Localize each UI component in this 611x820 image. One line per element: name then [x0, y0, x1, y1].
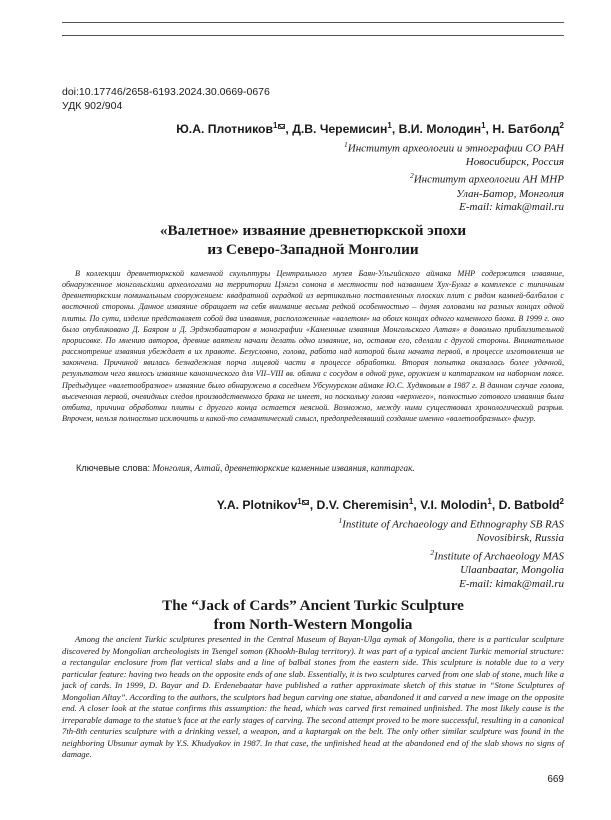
ru-author-name: В.И. Молодин — [398, 122, 482, 137]
en-author-name: D. Batbold — [498, 498, 560, 513]
affiliation-marker: 1 — [338, 516, 343, 525]
affiliation-marker: 1 — [408, 497, 414, 506]
header-rule-top — [62, 22, 564, 23]
en-title-line-1: The “Jack of Cards” Ancient Turkic Sculpture — [162, 597, 464, 614]
affiliation-marker: 1 — [481, 121, 486, 130]
ru-affiliation-1-city: Новосибирск, Россия — [465, 156, 564, 169]
ru-title — [62, 221, 564, 259]
en-affiliation-2-city: Ulaanbaatar, Mongolia — [460, 564, 564, 577]
en-author-name: Y.A. Plotnikov — [216, 498, 298, 513]
affiliation-marker: 2 — [409, 171, 414, 181]
ru-author-name: Н. Батболд — [492, 122, 560, 137]
page-number: 669 — [547, 774, 564, 785]
affiliation-marker: 1 — [297, 497, 302, 506]
en-title-line-2: from North-Western Mongolia — [213, 616, 413, 633]
ru-affiliation-1 — [344, 138, 564, 156]
affiliation-marker: 1 — [387, 121, 392, 130]
en-abstract — [62, 634, 564, 761]
doi: doi:10.17746/2658-6193.2024.30.0669-0676 — [62, 86, 270, 98]
affiliation-marker: 2 — [430, 547, 435, 557]
header-rule-bottom — [62, 35, 564, 36]
keywords-label: Ключевые слова: — [76, 463, 151, 473]
ru-email: E-mail: kimak@mail.ru — [459, 200, 564, 213]
affiliation-institute: Institute of Archaeology and Ethnography SB RAS — [342, 518, 564, 531]
en-abstract-text: Among the ancient Turkic sculptures presented in the Central Museum of Bayan-Ulga aymak of Mongolia, there is a particular sculpture discovered by Mongolian archeologists in Tsengel somon (Khookh-Bulag territory). It was part of a typical ancient Turkic memorial structure: a rectangular enclosure from flat vertical slabs and a line of balbal stones from the eastern side. This sculpture is notable due to a very particular feature: having two heads on the opposite ends of one slab. Essentially, it is two sculptures carved from one slab of stone, much like a jack of cards. In 1999, D. Bayar and D. Erdenebaatar have published a rather approximate sketch of this statue in “Stone Sculptures of Mongolian Altay”. According to the authors, the sculptors had begun carving one statue, abandoned it and carved a new image on the opposite end. A closer look at the statue confirms this assumption: the head, which was carved first remained unfinished. The most likely cause is the irreparable damage to the statue’s face at the early stages of carving. The second attempt proved to be more successful, resulting in a canonical 7th-8th centuries sculpture with a drinking vessel, a weapon, and a kaptargak on the belt. The only other similar sculpture was found in the neighboring Ubsunur aymak by Y.S. Khudyakov in 1987. In that case, the unfinished head at the abandoned end of the slab shows no signs of damage. — [62, 634, 564, 759]
en-author-name: V.I. Molodin — [420, 498, 488, 513]
en-author-name: D.V. Cheremisin — [316, 498, 409, 513]
ru-affiliations — [344, 138, 564, 214]
ru-affiliation-2-city: Улан-Батор, Монголия — [456, 187, 564, 200]
ru-title-line-1: «Валетное» изваяние древнетюркской эпохи — [159, 222, 467, 239]
affiliation-institute: Институт археологии и этнографии СО РАН — [347, 142, 564, 155]
ru-abstract-text: В коллекции древнетюркской каменной скульптуры Центрального музея Баян-Ульгийского аймака МНР содержится изваяние, обнаруженное монгольскими археологами на территории Цэнгэл сомона в местности под названием Хух-Булаг в комплексе с типичным древнетюркским поминальным сооружением: квадратной оградкой из вертикально поставленных плоских плит с рядом камней-балбалов с восточной стороны. Данное изваяние обращает на себя внимание весьма редкой особенностью – двумя головами на разных концах одной плиты. По сути, изделие представляет собой два изваяния, расположенные «валетом» на обоих концах одного каменного блока. В 1999 г. оно было опубликовано Д. Баяром и Д. Эрдэнэбаатаром в монографии «Каменные изваяния Монгольского Алтая» в довольно приблизительной прорисовке. По мнению авторов, древние ваятели начали делать одно изваяние, но, оставив его, сделали с другой стороны. Внимательное рассмотрение изваяния убеждает в их правоте. Безусловно, голова, работа над которой была начата первой, в процессе изготовления не закончена. Причиной явилась безнадежная порча лицевой части в процессе обработки. Вторая попытка оказалась более удачной, результатом чего явилось изваяние канонического для VII–VIII вв. облика с сосудом в одной руке, оружием и каптаргаком на наборном поясе. Предыдущее «валетообразное» изваяние было обнаружено в соседнем Убсунурском аймаке Ю.С. Худяковым в 1987 г. В данном случае голова, высеченная первой, очевидных следов производственного брака не имеет, но поскольку голова «верхнего», полностью готового изваяния была отбита, причина обработки плиты с другого конца остается неясной. Возможно, между ними существовал хронологический разрыв. Впрочем, нельзя полностью исключить и какой-то семантический смысл, предопределявший создание именно «валетообразных» фигур. — [62, 269, 564, 424]
ru-author-list: Ю.А. Плотников$^1$ , Д.В. Черемисин$^1$, В.И. Молодин$^1$, Н. Батболд$^2$ — [176, 121, 564, 137]
affiliation-institute: Институт археологии АН МНР — [413, 174, 564, 187]
keywords-text: Монголия, Алтай, древнетюркские каменные изваяния, каптаргак. — [152, 463, 415, 473]
ru-affiliation-2 — [344, 169, 564, 187]
udk: УДК 902/904 — [62, 100, 123, 112]
ru-author-name: Ю.А. Плотников — [176, 122, 273, 137]
ru-abstract — [62, 268, 564, 424]
affiliation-marker: 1 — [487, 497, 492, 506]
en-affiliation-1 — [338, 514, 564, 532]
affiliation-marker: 2 — [559, 497, 564, 506]
affiliation-institute: Institute of Archaeology MAS — [434, 550, 564, 563]
affiliation-marker: 1 — [272, 121, 278, 130]
affiliation-marker: 2 — [559, 121, 564, 130]
ru-title-line-2: из Северо-Западной Монголии — [207, 241, 419, 258]
ru-author-name: Д.В. Черемисин — [292, 122, 388, 137]
en-email: E-mail: kimak@mail.ru — [459, 577, 564, 590]
envelope-icon — [302, 500, 309, 505]
envelope-icon — [278, 124, 285, 129]
affiliation-marker: 1 — [344, 140, 348, 149]
en-affiliations — [338, 514, 564, 591]
ru-keywords — [76, 463, 415, 473]
en-title — [62, 596, 564, 634]
en-affiliation-2 — [338, 546, 564, 564]
en-author-list: Y.A. Plotnikov$^1$ , D.V. Cheremisin$^1$, V.I. Molodin$^1$, D. Batbold$^2$ — [216, 497, 564, 513]
en-affiliation-1-city: Novosibirsk, Russia — [476, 532, 564, 545]
